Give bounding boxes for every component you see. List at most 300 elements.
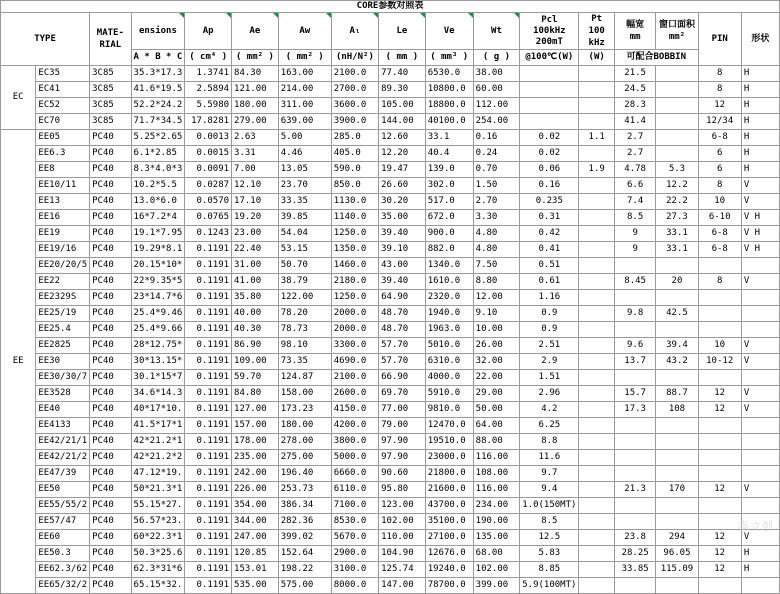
table-cell: H: [741, 82, 779, 98]
table-cell: [698, 418, 741, 434]
table-cell: 278.00: [278, 434, 331, 450]
table-cell: 42*21.2*1: [131, 434, 185, 450]
table-cell: H: [741, 114, 779, 130]
table-cell: 19.47: [379, 162, 426, 178]
table-cell: [614, 450, 655, 466]
header-dim-sub: A * B * C: [131, 50, 185, 66]
table-cell: V: [741, 338, 779, 354]
table-row: [1, 98, 780, 114]
table-cell: [579, 546, 615, 562]
table-cell: [520, 114, 579, 130]
table-cell: 8.5: [520, 514, 579, 530]
core-type-cell: EE13: [36, 194, 90, 210]
table-cell: 1140.0: [331, 210, 378, 226]
table-cell: 0.0570: [185, 194, 232, 210]
table-cell: 180.00: [232, 98, 279, 114]
table-cell: 1250.0: [331, 226, 378, 242]
table-cell: 12.60: [379, 130, 426, 146]
table-cell: 6310.0: [425, 354, 473, 370]
table-cell: 116.00: [473, 482, 520, 498]
core-type-cell: EC52: [36, 98, 90, 114]
table-cell: [741, 418, 779, 434]
table-cell: 12.2: [656, 178, 698, 194]
table-cell: 0.1243: [185, 226, 232, 242]
table-cell: 9.4: [520, 482, 579, 498]
table-cell: [698, 306, 741, 322]
table-cell: [579, 338, 615, 354]
table-cell: 34.6*14.3: [131, 386, 185, 402]
table-cell: 180.00: [278, 418, 331, 434]
header-dimensions: ensions: [131, 13, 185, 50]
table-cell: 5.83: [520, 546, 579, 562]
table-cell: 311.00: [278, 98, 331, 114]
table-cell: 575.00: [278, 578, 331, 594]
table-cell: 9.7: [520, 466, 579, 482]
table-cell: 399.00: [473, 578, 520, 594]
table-cell: 4.78: [614, 162, 655, 178]
table-cell: 226.00: [232, 482, 279, 498]
table-cell: 279.00: [232, 114, 279, 130]
table-cell: 73.35: [278, 354, 331, 370]
core-type-cell: EE42/21/1: [36, 434, 90, 450]
core-type-cell: EE16: [36, 210, 90, 226]
table-cell: [579, 434, 615, 450]
table-cell: [656, 418, 698, 434]
header-pt-unit: (W): [579, 50, 615, 66]
header-width: 幅宽 mm: [614, 13, 655, 50]
table-cell: 41.00: [232, 274, 279, 290]
table-cell: 0.1191: [185, 290, 232, 306]
table-cell: 40.30: [232, 322, 279, 338]
table-row: [1, 562, 780, 578]
table-cell: 84.30: [232, 66, 279, 82]
table-row: [1, 258, 780, 274]
table-cell: 3C85: [90, 66, 131, 82]
table-cell: [614, 578, 655, 594]
table-cell: PC40: [90, 290, 131, 306]
table-cell: 9.8: [614, 306, 655, 322]
table-cell: 517.0: [425, 194, 473, 210]
table-cell: V: [741, 194, 779, 210]
table-cell: 8.45: [614, 274, 655, 290]
table-row: [1, 450, 780, 466]
table-cell: 2900.0: [331, 546, 378, 562]
table-cell: [579, 450, 615, 466]
table-cell: [579, 418, 615, 434]
table-cell: H: [741, 66, 779, 82]
table-cell: H: [741, 162, 779, 178]
table-row: [1, 386, 780, 402]
table-row: [1, 418, 780, 434]
table-cell: 399.02: [278, 530, 331, 546]
table-cell: 170: [656, 482, 698, 498]
table-cell: 25.4*9.46: [131, 306, 185, 322]
table-cell: 285.0: [331, 130, 378, 146]
table-cell: 9.6: [614, 338, 655, 354]
table-cell: 7100.0: [331, 498, 378, 514]
table-cell: 11.6: [520, 450, 579, 466]
table-cell: 1340.0: [425, 258, 473, 274]
table-cell: 5.25*2.65: [131, 130, 185, 146]
table-cell: 1.51: [520, 370, 579, 386]
table-cell: [614, 498, 655, 514]
header-ae: Ae: [232, 13, 279, 50]
table-cell: V: [741, 274, 779, 290]
core-type-cell: EE6.3: [36, 146, 90, 162]
table-cell: V: [741, 178, 779, 194]
table-cell: 22*9.35*5: [131, 274, 185, 290]
table-cell: 0.51: [520, 258, 579, 274]
core-type-cell: EE57/47: [36, 514, 90, 530]
table-cell: [614, 434, 655, 450]
table-cell: 64.00: [473, 418, 520, 434]
table-cell: 2.70: [473, 194, 520, 210]
table-cell: 1.1: [579, 130, 615, 146]
table-row: [1, 514, 780, 530]
table-cell: 6: [698, 146, 741, 162]
table-cell: 0.1191: [185, 530, 232, 546]
table-cell: [698, 514, 741, 530]
table-cell: 62.3*31*6: [131, 562, 185, 578]
table-cell: 2000.0: [331, 306, 378, 322]
table-cell: 12: [698, 98, 741, 114]
table-cell: 23*14.7*6: [131, 290, 185, 306]
table-cell: 42.5: [656, 306, 698, 322]
table-cell: 8000.0: [331, 578, 378, 594]
table-row: [1, 466, 780, 482]
table-row: [1, 194, 780, 210]
table-cell: 5.3: [656, 162, 698, 178]
table-cell: 0.1191: [185, 418, 232, 434]
table-cell: 123.00: [379, 498, 426, 514]
table-cell: 302.0: [425, 178, 473, 194]
table-cell: 39.85: [278, 210, 331, 226]
table-cell: 0.1191: [185, 450, 232, 466]
table-cell: 8.80: [473, 274, 520, 290]
watermark: 嘉立创: [738, 518, 774, 534]
table-cell: 12.10: [232, 178, 279, 194]
table-cell: [579, 258, 615, 274]
table-cell: 6.25: [520, 418, 579, 434]
table-cell: 0.1191: [185, 386, 232, 402]
table-cell: 3.30: [473, 210, 520, 226]
table-row: [1, 578, 780, 594]
table-cell: 50.3*25.6: [131, 546, 185, 562]
table-cell: 152.64: [278, 546, 331, 562]
table-cell: 0.0091: [185, 162, 232, 178]
table-cell: 173.23: [278, 402, 331, 418]
table-cell: 144.00: [379, 114, 426, 130]
table-cell: 64.90: [379, 290, 426, 306]
core-type-cell: EE10/11: [36, 178, 90, 194]
table-cell: 139.0: [425, 162, 473, 178]
table-cell: 7.00: [232, 162, 279, 178]
table-cell: 33.35: [278, 194, 331, 210]
table-cell: [579, 274, 615, 290]
table-cell: [656, 146, 698, 162]
table-cell: 1963.0: [425, 322, 473, 338]
table-cell: 8: [698, 82, 741, 98]
table-cell: [656, 466, 698, 482]
table-cell: 41.6*19.5: [131, 82, 185, 98]
table-cell: PC40: [90, 562, 131, 578]
table-cell: 78.20: [278, 306, 331, 322]
table-cell: [656, 98, 698, 114]
table-cell: [698, 498, 741, 514]
table-cell: 5010.0: [425, 338, 473, 354]
table-cell: [614, 418, 655, 434]
table-cell: 43.00: [379, 258, 426, 274]
table-cell: 882.0: [425, 242, 473, 258]
table-row: [1, 306, 780, 322]
table-cell: [579, 370, 615, 386]
header-ve: Ve: [425, 13, 473, 50]
table-cell: PC40: [90, 306, 131, 322]
core-type-cell: EE8: [36, 162, 90, 178]
table-cell: 19.1*7.95: [131, 226, 185, 242]
table-cell: 6110.0: [331, 482, 378, 498]
table-cell: [579, 514, 615, 530]
table-cell: [579, 562, 615, 578]
table-cell: 158.00: [278, 386, 331, 402]
table-cell: PC40: [90, 402, 131, 418]
table-cell: 12: [698, 386, 741, 402]
table-cell: 0.16: [520, 178, 579, 194]
table-cell: 60*22.3*1: [131, 530, 185, 546]
table-cell: 78.73: [278, 322, 331, 338]
table-cell: 35100.0: [425, 514, 473, 530]
table-cell: [579, 482, 615, 498]
table-cell: H: [741, 146, 779, 162]
table-cell: 9: [614, 226, 655, 242]
table-cell: 57.70: [379, 338, 426, 354]
table-cell: 535.00: [232, 578, 279, 594]
table-cell: 38.00: [473, 66, 520, 82]
type-group: EE: [1, 130, 36, 594]
table-cell: 13.0*6.0: [131, 194, 185, 210]
table-cell: 1460.0: [331, 258, 378, 274]
core-type-cell: EE19: [36, 226, 90, 242]
header-ap: Ap: [185, 13, 232, 50]
table-cell: 23.70: [278, 178, 331, 194]
table-cell: 0.1191: [185, 242, 232, 258]
table-cell: 21600.0: [425, 482, 473, 498]
table-cell: 0.235: [520, 194, 579, 210]
table-cell: [520, 66, 579, 82]
table-cell: 0.24: [473, 146, 520, 162]
table-cell: PC40: [90, 434, 131, 450]
table-cell: 54.04: [278, 226, 331, 242]
core-type-cell: EE62.3/62: [36, 562, 90, 578]
table-cell: 8: [698, 274, 741, 290]
table-cell: [579, 530, 615, 546]
table-cell: [579, 242, 615, 258]
table-cell: 17.8281: [185, 114, 232, 130]
table-cell: 17.10: [232, 194, 279, 210]
table-cell: 21.5: [614, 66, 655, 82]
core-type-cell: EE55/55/2: [36, 498, 90, 514]
table-cell: 39.10: [379, 242, 426, 258]
table-cell: 68.00: [473, 546, 520, 562]
table-cell: 59.70: [232, 370, 279, 386]
table-cell: 344.00: [232, 514, 279, 530]
table-cell: 9810.0: [425, 402, 473, 418]
table-cell: PC40: [90, 354, 131, 370]
table-cell: 3C85: [90, 98, 131, 114]
table-cell: [579, 146, 615, 162]
table-cell: 77.00: [379, 402, 426, 418]
table-cell: 1610.0: [425, 274, 473, 290]
table-cell: 0.1191: [185, 258, 232, 274]
table-cell: 3.31: [232, 146, 279, 162]
table-cell: [741, 370, 779, 386]
table-cell: 22.40: [232, 242, 279, 258]
table-cell: 0.9: [520, 306, 579, 322]
table-cell: 108.00: [473, 466, 520, 482]
table-cell: V H: [741, 242, 779, 258]
table-cell: 1.9: [579, 162, 615, 178]
table-cell: 79.00: [379, 418, 426, 434]
table-cell: [741, 466, 779, 482]
table-cell: 0.1191: [185, 274, 232, 290]
table-cell: 8530.0: [331, 514, 378, 530]
table-cell: 0.41: [520, 242, 579, 258]
table-cell: 112.00: [473, 98, 520, 114]
table-cell: 5000.0: [331, 450, 378, 466]
table-cell: 900.0: [425, 226, 473, 242]
table-cell: 23.00: [232, 226, 279, 242]
table-cell: 40.00: [232, 306, 279, 322]
table-cell: 0.70: [473, 162, 520, 178]
table-cell: 28.3: [614, 98, 655, 114]
table-cell: 127.00: [232, 402, 279, 418]
table-row: [1, 290, 780, 306]
table-cell: 22.00: [473, 370, 520, 386]
table-cell: 27100.0: [425, 530, 473, 546]
table-cell: 0.42: [520, 226, 579, 242]
table-cell: V: [741, 354, 779, 370]
table-cell: 125.74: [379, 562, 426, 578]
core-type-cell: EE25.4: [36, 322, 90, 338]
table-cell: 12.5: [520, 530, 579, 546]
table-cell: 25.4*9.66: [131, 322, 185, 338]
table-cell: 69.70: [379, 386, 426, 402]
table-row: [1, 146, 780, 162]
table-cell: [579, 306, 615, 322]
table-row: [1, 274, 780, 290]
table-cell: 5.00: [278, 130, 331, 146]
table-cell: 0.1191: [185, 434, 232, 450]
table-cell: PC40: [90, 386, 131, 402]
table-cell: [579, 402, 615, 418]
table-cell: 48.70: [379, 306, 426, 322]
table-cell: 275.00: [278, 450, 331, 466]
table-cell: 2180.0: [331, 274, 378, 290]
table-cell: [741, 290, 779, 306]
table-cell: [656, 114, 698, 130]
header-wt-unit: ( g ): [473, 50, 520, 66]
table-cell: [520, 98, 579, 114]
table-cell: 12: [698, 530, 741, 546]
table-cell: 2.9: [520, 354, 579, 370]
core-type-cell: EE65/32/2: [36, 578, 90, 594]
table-cell: 17.3: [614, 402, 655, 418]
table-cell: 1350.0: [331, 242, 378, 258]
table-cell: 19.29*8.1: [131, 242, 185, 258]
table-cell: 1940.0: [425, 306, 473, 322]
table-cell: 124.87: [278, 370, 331, 386]
table-cell: 0.1191: [185, 306, 232, 322]
table-cell: [656, 82, 698, 98]
table-cell: 18800.0: [425, 98, 473, 114]
table-cell: 672.0: [425, 210, 473, 226]
table-cell: 41.4: [614, 114, 655, 130]
table-cell: 52.2*24.2: [131, 98, 185, 114]
table-cell: 98.10: [278, 338, 331, 354]
core-type-cell: EE42/21/2: [36, 450, 90, 466]
table-cell: [698, 258, 741, 274]
table-cell: H: [741, 98, 779, 114]
table-cell: 24.5: [614, 82, 655, 98]
table-cell: 4.80: [473, 242, 520, 258]
table-cell: 88.00: [473, 434, 520, 450]
table-cell: 10.00: [473, 322, 520, 338]
table-cell: PC40: [90, 194, 131, 210]
table-cell: 121.00: [232, 82, 279, 98]
table-cell: [656, 370, 698, 386]
table-cell: 12: [698, 562, 741, 578]
table-cell: 1.16: [520, 290, 579, 306]
table-cell: 30*13.15*: [131, 354, 185, 370]
table-cell: 2320.0: [425, 290, 473, 306]
table-cell: 38.79: [278, 274, 331, 290]
table-cell: 6-8: [698, 130, 741, 146]
table-cell: 1130.0: [331, 194, 378, 210]
table-cell: 9: [614, 242, 655, 258]
core-type-cell: EE30: [36, 354, 90, 370]
table-cell: 2700.0: [331, 82, 378, 98]
table-cell: 2000.0: [331, 322, 378, 338]
table-cell: 23.8: [614, 530, 655, 546]
table-cell: 32.00: [473, 354, 520, 370]
table-cell: 10: [698, 194, 741, 210]
table-cell: 39.40: [379, 274, 426, 290]
table-cell: 6-8: [698, 242, 741, 258]
table-cell: 235.00: [232, 450, 279, 466]
table-cell: 4150.0: [331, 402, 378, 418]
table-cell: 5670.0: [331, 530, 378, 546]
table-cell: 2.7: [614, 130, 655, 146]
table-cell: V: [741, 482, 779, 498]
table-cell: 1.0(150MT): [520, 498, 579, 514]
table-cell: 0.1191: [185, 498, 232, 514]
table-cell: [698, 578, 741, 594]
table-cell: 1250.0: [331, 290, 378, 306]
table-cell: 97.90: [379, 434, 426, 450]
table-cell: 89.30: [379, 82, 426, 98]
table-cell: [614, 322, 655, 338]
table-cell: 6530.0: [425, 66, 473, 82]
table-cell: 0.0013: [185, 130, 232, 146]
table-cell: 10800.0: [425, 82, 473, 98]
table-cell: [698, 370, 741, 386]
table-cell: V H: [741, 210, 779, 226]
table-cell: 0.31: [520, 210, 579, 226]
table-cell: 19510.0: [425, 434, 473, 450]
table-row: [1, 82, 780, 98]
table-cell: [579, 114, 615, 130]
table-cell: 35.3*17.3: [131, 66, 185, 82]
